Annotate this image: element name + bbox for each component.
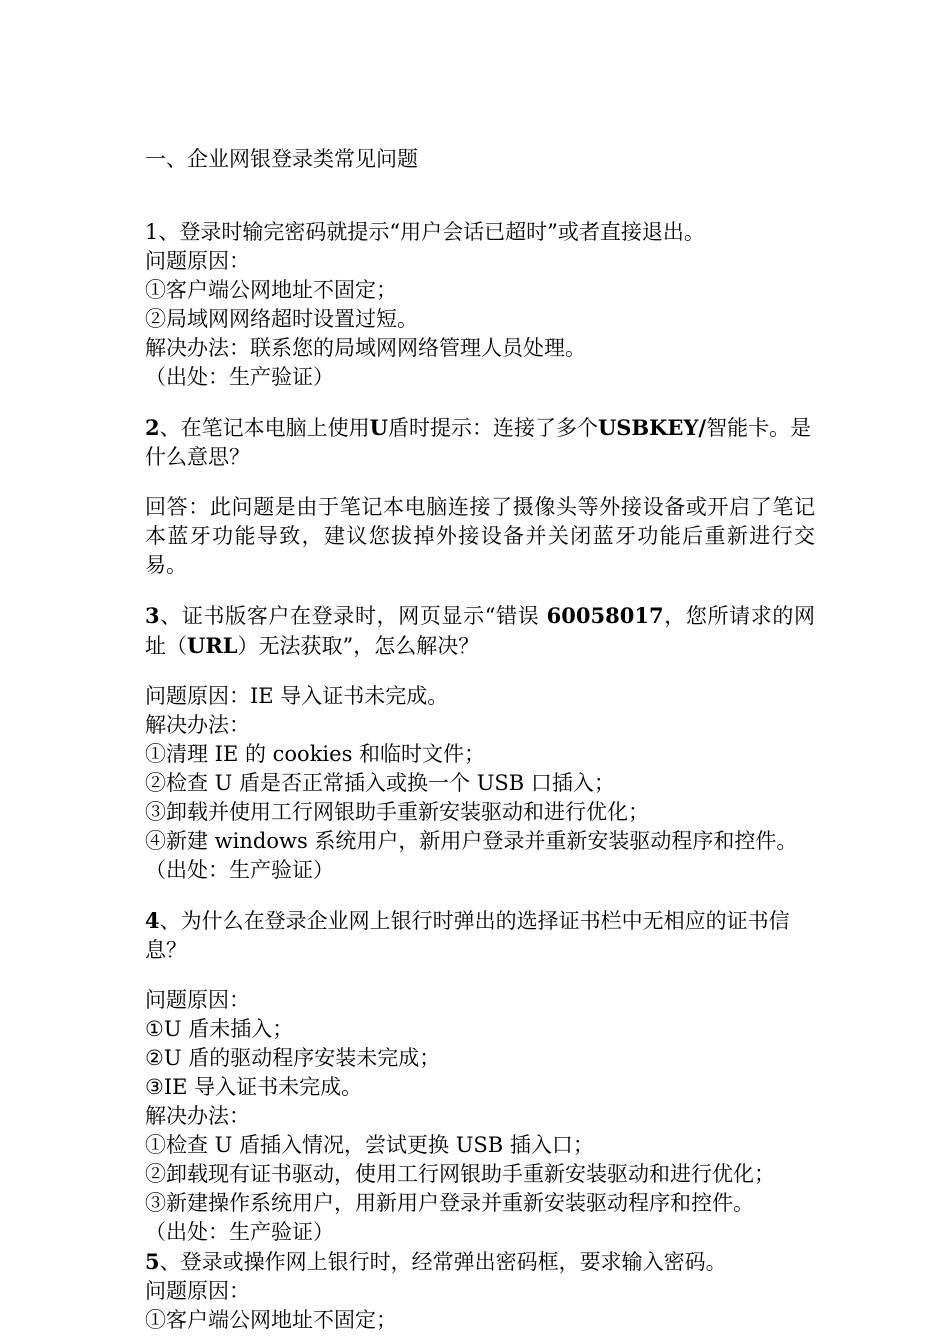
q2-text-1: 、在笔记本电脑上使用 (159, 416, 370, 440)
q5-number: 5 (145, 1249, 160, 1274)
document-title: 一、企业网银登录类常见问题 (145, 147, 418, 171)
q3-text-5: ）无法获取”，怎么解决？ (237, 634, 480, 658)
q1-solution: 解决办法：联系您的局域网网络管理人员处理。 (145, 336, 586, 360)
q4-cause-item-2: ②U 盾的驱动程序安装未完成； (145, 1046, 441, 1070)
q1-cause-item-1: ①客户端公网地址不固定； (145, 278, 397, 302)
q3-text-1: 、证书版客户在登录时，网页显示“错误 (159, 604, 540, 628)
q2-text-5: 智能卡。是什么意思？ (145, 416, 812, 469)
document-page (145, 145, 815, 1335)
q4-title (145, 906, 815, 965)
q4-cause-label: 问题原因： (145, 988, 250, 1012)
q5-cause-item-1: ①客户端公网地址不固定； (145, 1308, 397, 1332)
q4-number: 4 (145, 908, 160, 933)
q3-solution-item-1: ①清理 IE 的 cookies 和临时文件； (145, 742, 486, 766)
q3-solution-item-3: ③卸载并使用工行网银助手重新安装驱动和进行优化； (145, 800, 649, 824)
q4-solution-label: 解决办法： (145, 1104, 250, 1128)
q3-cause: 问题原因：IE 导入证书未完成。 (145, 684, 449, 708)
q4-solution-item-3: ③新建操作系统用户，用新用户登录并重新安装驱动程序和控件。 (145, 1191, 754, 1215)
q3-source: （出处：生产验证） (145, 858, 334, 882)
spacer (145, 174, 815, 218)
q3-solution-item-4: ④新建 windows 系统用户，新用户登录并重新安装驱动程序和控件。 (145, 829, 798, 853)
q3-title (145, 601, 815, 661)
q2-text-3: 盾时提示：连接了多个 (387, 416, 598, 440)
q4-cause-item-1: ①U 盾未插入； (145, 1017, 294, 1041)
q2-text-4: USBKEY/ (597, 415, 707, 440)
q4-text-1: 、为什么在登录企业网上银行时弹出的选择证书栏中无相应的证书信息？ (145, 909, 790, 962)
q1-cause-item-2: ②局域网网络超时设置过短。 (145, 307, 418, 331)
q3-number: 3 (145, 603, 160, 628)
q3-text-2: 60058017 (546, 603, 664, 628)
q1-title: 1、登录时输完密码就提示“用户会话已超时”或者直接退出。 (145, 220, 705, 244)
q5-title (145, 1247, 815, 1277)
q3-solution-item-2: ②检查 U 盾是否正常插入或换一个 USB 口插入； (145, 771, 615, 795)
q3-text-4: URL (187, 633, 238, 658)
q2-text-2: U (369, 415, 388, 440)
q1-source: （出处：生产验证） (145, 365, 334, 389)
q1-cause-label: 问题原因： (145, 249, 250, 273)
q4-source: （出处：生产验证） (145, 1220, 334, 1244)
q2-number: 2 (145, 415, 160, 440)
q2-title (145, 413, 815, 472)
q4-cause-item-3: ③IE 导入证书未完成。 (145, 1075, 363, 1099)
q4-solution-item-1: ①检查 U 盾插入情况，尝试更换 USB 插入口； (145, 1133, 594, 1157)
q5-cause-label: 问题原因： (145, 1279, 250, 1303)
q4-solution-item-2: ②卸载现有证书驱动，使用工行网银助手重新安装驱动和进行优化； (145, 1162, 775, 1186)
q2-answer: 回答：此问题是由于笔记本电脑连接了摄像头等外接设备或开启了笔记本蓝牙功能导致，建议您拔掉外接设备并关闭蓝牙功能后重新进行交易。 (145, 495, 815, 577)
q5-text-1: 、登录或操作网上银行时，经常弹出密码框，要求输入密码。 (159, 1250, 727, 1274)
q3-solution-label: 解决办法： (145, 713, 250, 737)
q3-text-3: ，您所请求的网址（ (145, 604, 815, 658)
